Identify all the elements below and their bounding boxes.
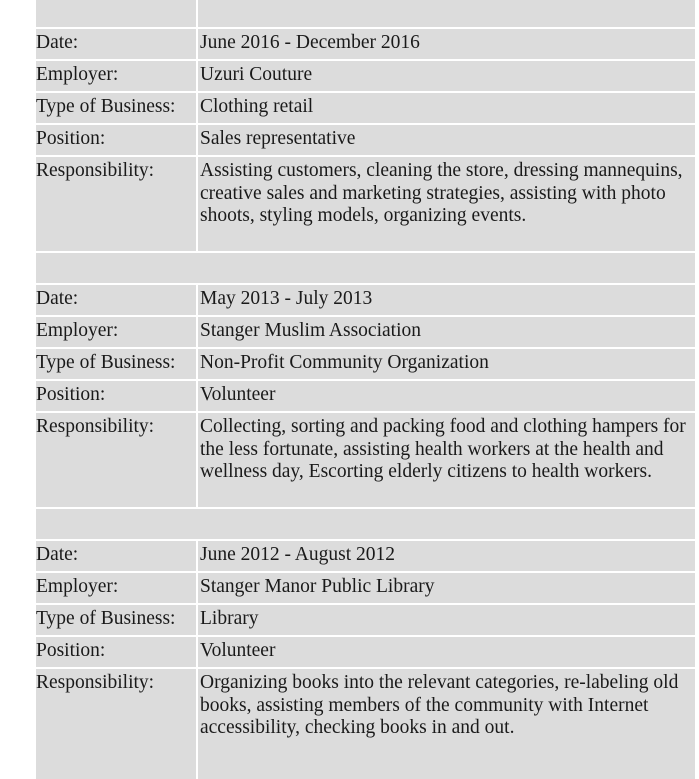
spacer-cell [36,0,198,27]
table-row-type-of-business [36,91,695,123]
responsibility-value: Collecting, sorting and packing food and clothing hampers for the less fortunate, assisting health workers at the health and wellness day, Escorting elderly citizens to health workers. [198,413,695,507]
table-row-type-of-business [36,347,695,379]
date-value: June 2016 - December 2016 [198,29,695,59]
responsibility-label: Responsibility: [36,157,198,251]
type-of-business-value: Non-Profit Community Organization [198,349,695,379]
table-row-type-of-business [36,603,695,635]
spacer-cell [198,0,695,27]
employer-value: Stanger Muslim Association [198,317,695,347]
type-of-business-label: Type of Business: [36,93,198,123]
responsibility-label: Responsibility: [36,413,198,507]
responsibility-value: Assisting customers, cleaning the store, dressing mannequins, creative sales and marketing strategies, assisting with photo shoots, styling models, organizing events. [198,157,695,251]
position-label: Position: [36,125,198,155]
responsibility-label: Responsibility: [36,669,198,779]
spacer-cell [36,509,695,539]
position-value: Volunteer [198,637,695,667]
table-spacer-row [36,507,695,539]
table-row-date [36,539,695,571]
type-of-business-value: Clothing retail [198,93,695,123]
table-row-date [36,283,695,315]
type-of-business-label: Type of Business: [36,349,198,379]
date-label: Date: [36,285,198,315]
employer-value: Stanger Manor Public Library [198,573,695,603]
table-row-responsibility [36,155,695,251]
employment-history-table [36,0,695,779]
table-row-employer [36,571,695,603]
table-spacer-row [36,251,695,283]
table-row-position [36,123,695,155]
type-of-business-label: Type of Business: [36,605,198,635]
date-value: June 2012 - August 2012 [198,541,695,571]
position-label: Position: [36,637,198,667]
date-label: Date: [36,29,198,59]
employer-label: Employer: [36,317,198,347]
table-spacer-row [36,0,695,27]
date-value: May 2013 - July 2013 [198,285,695,315]
table-row-responsibility [36,667,695,779]
table-row-date [36,27,695,59]
table-row-responsibility [36,411,695,507]
responsibility-value: Organizing books into the relevant categories, re-labeling old books, assisting members of the community with Internet accessibility, checking books in and out. [198,669,695,779]
date-label: Date: [36,541,198,571]
position-value: Volunteer [198,381,695,411]
position-label: Position: [36,381,198,411]
employer-label: Employer: [36,61,198,91]
employer-value: Uzuri Couture [198,61,695,91]
type-of-business-value: Library [198,605,695,635]
employer-label: Employer: [36,573,198,603]
table-row-employer [36,59,695,91]
table-row-position [36,635,695,667]
position-value: Sales representative [198,125,695,155]
spacer-cell [36,253,695,283]
table-row-employer [36,315,695,347]
table-row-position [36,379,695,411]
